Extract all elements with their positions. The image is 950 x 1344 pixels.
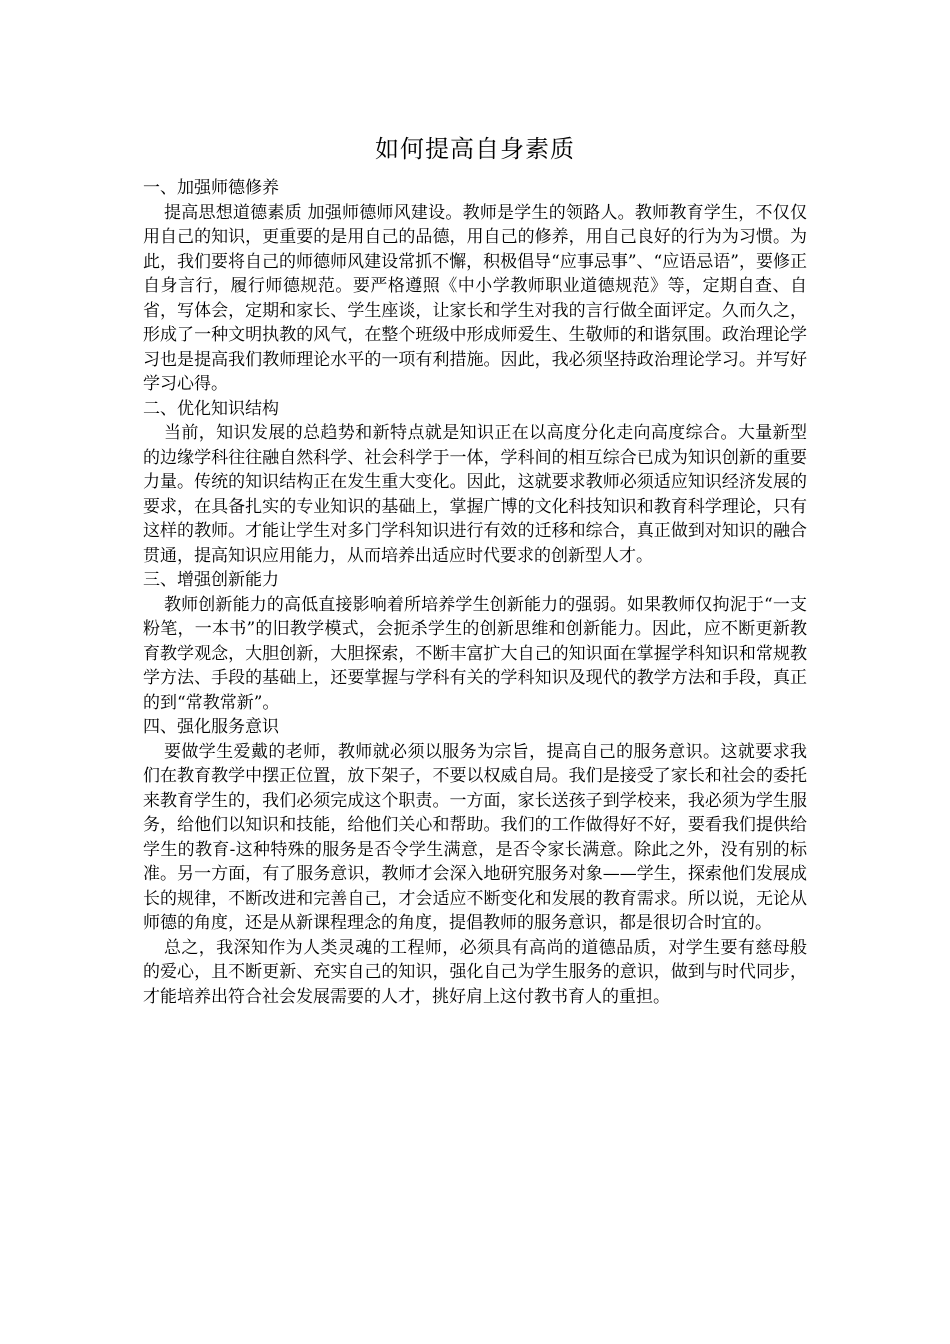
- document-title: 如何提高自身素质: [375, 135, 575, 163]
- section-1: [143, 176, 807, 397]
- section-paragraph-1: 提高思想道德素质 加强师德师风建设。教师是学生的领路人。教师教育学生，不仅仅用自己的知识，更重要的是用自己的品德，用自己的修养，用自己良好的行为为习惯。为此，我们要将自己的师德师风建设常抓不懈，积极倡导“应事忌事”、“应语忌语”，要修正自身言行，履行师德规范。要严格遵照《中小学教师职业道德规范》等，定期自查、自省，写体会，定期和家长、学生座谈，让家长和学生对我的言行做全面评定。久而久之，形成了一种文明执教的风气，在整个班级中形成师爱生、生敬师的和谐氛围。政治理论学习也是提高我们教师理论水平的一项有利措施。因此，我必须坚持政治理论学习。并写好学习心得。: [143, 202, 807, 394]
- conclusion-paragraph: 总之，我深知作为人类灵魂的工程师，必须具有高尚的道德品质，对学生要有慈母般的爱心，且不断更新、充实自己的知识，强化自己为学生服务的意识，做到与时代同步，才能培养出符合社会发展需要的人才，挑好肩上这付教书育人的重担。: [143, 937, 807, 1007]
- section-paragraph-4: 要做学生爱戴的老师，教师就必须以服务为宗旨，提高自己的服务意识。这就要求我们在教育教学中摆正位置，放下架子，不要以权威自局。我们是接受了家长和社会的委托来教育学生的，我们必须完成这个职责。一方面，家长送孩子到学校来，我必须为学生服务，给他们以知识和技能，给他们关心和帮助。我们的工作做得好不好，要看我们提供给学生的教育-这种特殊的服务是否令学生满意，是否令家长满意。除此之外，没有别的标准。另一方面，有了服务意识，教师才会深入地研究服务对象——学生，探索他们发展成长的规律，不断改进和完善自己，才会适应不断变化和发展的教育需求。所以说，无论从师德的角度，还是从新课程理念的角度，提倡教师的服务意识，都是很切合时宜的。: [143, 741, 807, 933]
- section-2: [143, 397, 807, 569]
- document-body: [143, 176, 807, 1009]
- section-paragraph-3: 教师创新能力的高低直接影响着所培养学生创新能力的强弱。如果教师仅拘泥于“一支粉笔，一本书”的旧教学模式，会扼杀学生的创新思维和创新能力。因此，应不断更新教育教学观念，大胆创新，大胆探索，不断丰富扩大自己的知识面在掌握学科知识和常规教学方法、手段的基础上，还要掌握与学科有关的学科知识及现代的教学方法和手段，真正的到“常教常新”。: [143, 594, 807, 713]
- section-4: [143, 715, 807, 936]
- section-3: [143, 568, 807, 715]
- section-heading-4: 四、强化服务意识: [143, 717, 279, 737]
- section-heading-2: 二、优化知识结构: [143, 398, 279, 419]
- section-paragraph-2: 当前，知识发展的总趋势和新特点就是知识正在以高度分化走向高度综合。大量新型的边缘学科往往融自然科学、社会科学于一体，学科间的相互综合已成为知识创新的重要力量。传统的知识结构正在发生重大变化。因此，这就要求教师必须适应知识经济发展的要求，在具备扎实的专业知识的基础上，掌握广博的文化科技知识和教育科学理论，只有这样的教师。才能让学生对多门学科知识进行有效的迁移和综合，真正做到对知识的融合贯通，提高知识应用能力，从而培养出适应时代要求的创新型人才。: [143, 423, 807, 566]
- section-heading-1: 一、加强师德修养: [143, 178, 279, 198]
- section-heading-3: 三、增强创新能力: [143, 570, 279, 590]
